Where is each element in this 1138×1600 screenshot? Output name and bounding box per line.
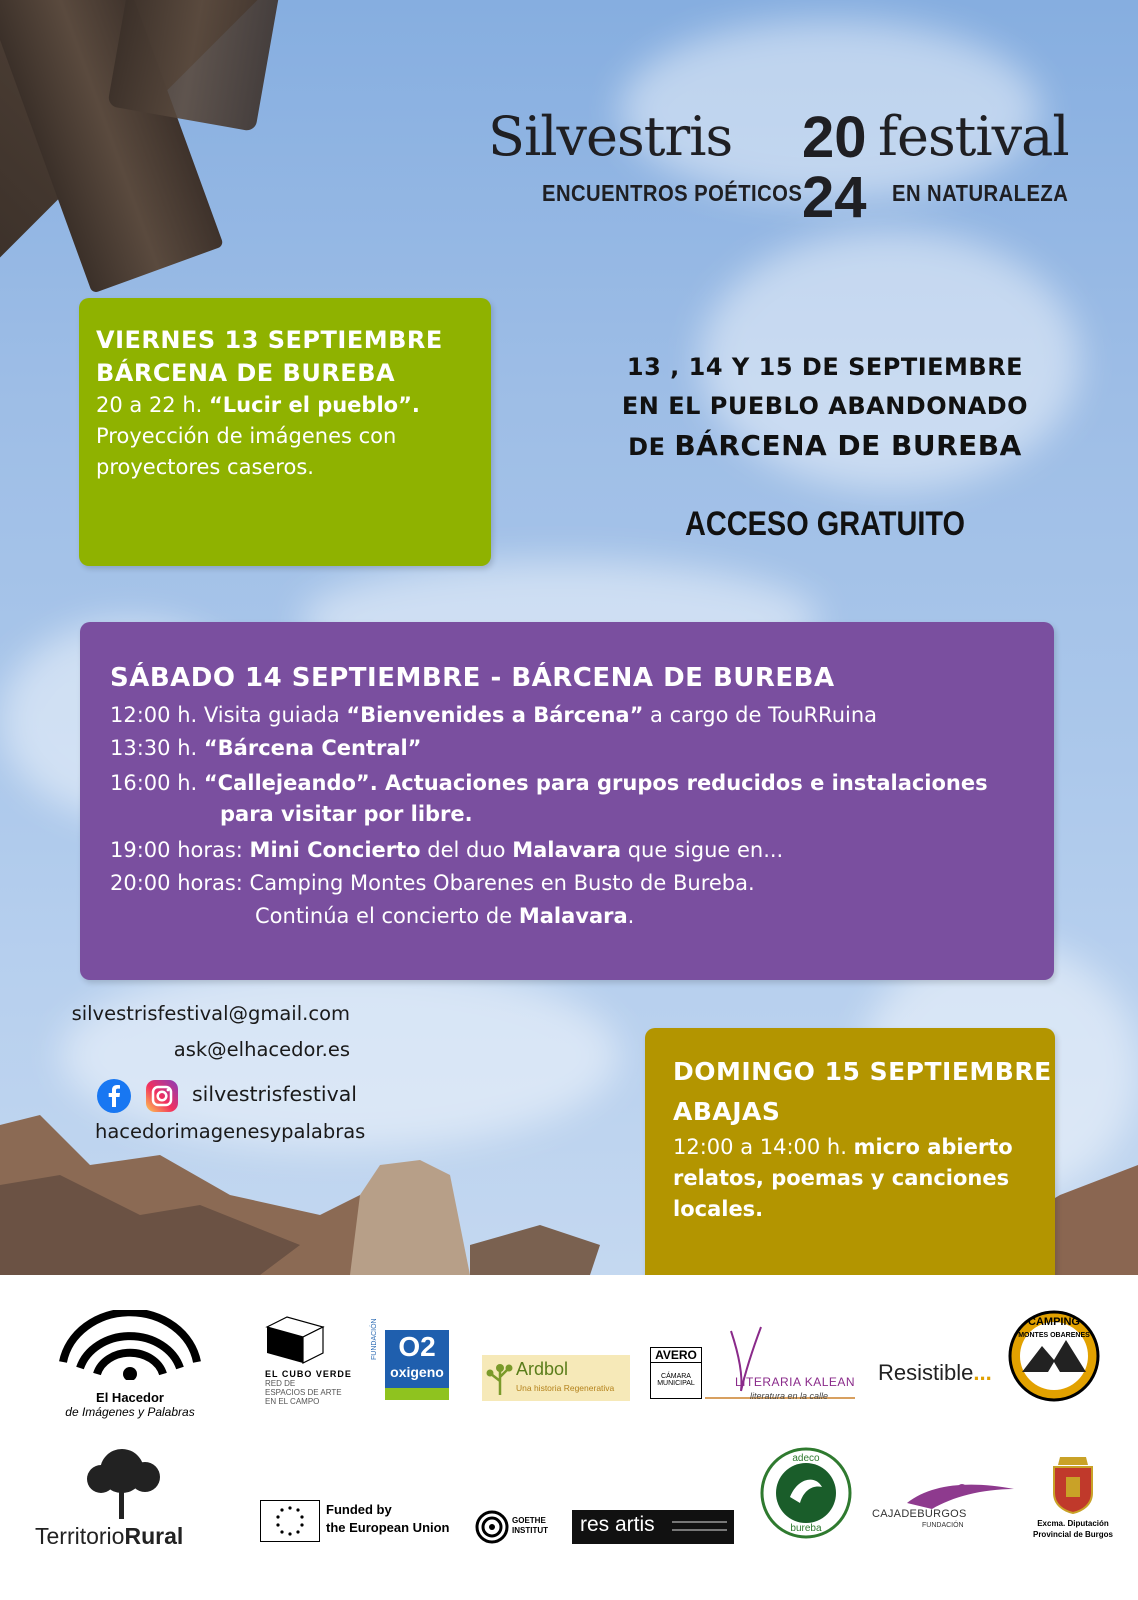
title-silvestris: Silvestris bbox=[488, 105, 733, 168]
cubo-title: EL CUBO VERDE bbox=[265, 1369, 352, 1379]
sat-r6-bold: Malavara bbox=[518, 904, 628, 928]
avero-sub-1: CÁMARA bbox=[661, 1373, 691, 1380]
sat-r3-continued: para visitar por libre. bbox=[220, 802, 473, 826]
friday-box bbox=[79, 298, 491, 566]
sat-r4-bold2: Malavara bbox=[512, 838, 622, 862]
resistible-dots: ... bbox=[973, 1360, 992, 1385]
res-artis-logo bbox=[572, 1510, 734, 1544]
cubo-line-3: ESPACIOS DE ARTE bbox=[265, 1388, 342, 1397]
sat-r6-text: Continúa el concierto de bbox=[255, 904, 519, 928]
social-handle[interactable]: silvestrisfestival bbox=[192, 1082, 357, 1106]
camping-subtitle: MONTES OBARENES bbox=[1018, 1332, 1090, 1339]
kalean-subtitle: literatura en la calle bbox=[750, 1391, 829, 1401]
sat-r2-time: 13:30 h. bbox=[110, 736, 204, 760]
resistible-logo bbox=[878, 1360, 992, 1390]
sunday-heading-place: ABAJAS bbox=[673, 1097, 781, 1126]
hacedor-subtitle: de Imágenes y Palabras bbox=[65, 1405, 195, 1419]
friday-description-2: proyectores caseros. bbox=[96, 455, 314, 479]
diputacion-line-1: Excma. Diputación bbox=[1037, 1519, 1109, 1528]
friday-description: Proyección de imágenes con bbox=[96, 424, 397, 448]
festival-title bbox=[488, 105, 1110, 245]
sunday-description-2: locales. bbox=[673, 1197, 764, 1221]
eu-funded-logo bbox=[260, 1500, 460, 1545]
location-prefix: DE bbox=[628, 433, 675, 461]
caja-name: CAJADEBURGOS bbox=[872, 1508, 967, 1520]
resistible-name: Resistible bbox=[878, 1360, 974, 1385]
kalean-name: LITERARIA KALEAN bbox=[735, 1375, 856, 1389]
title-right-subtitle: EN NATURALEZA bbox=[892, 180, 1069, 206]
sat-r1-rest: a cargo de TouRRuina bbox=[643, 703, 878, 727]
diputacion-logo bbox=[1028, 1453, 1118, 1553]
territorio-word: Territorio bbox=[35, 1523, 125, 1549]
oxigeno-mark: O2 bbox=[398, 1331, 436, 1362]
sunday-description: relatos, poemas y canciones bbox=[673, 1166, 1010, 1190]
tree-icon bbox=[75, 1445, 170, 1520]
goethe-logo bbox=[475, 1510, 555, 1550]
cubo-line-2: RED DE bbox=[265, 1379, 296, 1388]
diputacion-line-2: Provincial de Burgos bbox=[1032, 1530, 1114, 1539]
dates-line: 13 , 14 Y 15 DE SEPTIEMBRE bbox=[626, 353, 1024, 381]
title-year-bottom: 24 bbox=[802, 165, 867, 230]
sprout-icon bbox=[486, 1359, 514, 1397]
caja-subtitle: FUNDACIÓN bbox=[922, 1522, 964, 1529]
goethe-circle-icon bbox=[475, 1510, 509, 1544]
festival-dates-info bbox=[600, 348, 1050, 467]
territorio-rural-logo bbox=[35, 1445, 210, 1555]
caja-burgos-logo bbox=[872, 1475, 1022, 1535]
literaria-kalean-logo bbox=[705, 1325, 860, 1405]
oxigeno-name: oxigeno bbox=[390, 1364, 444, 1380]
eu-line-1: Funded by bbox=[326, 1502, 392, 1517]
camping-logo bbox=[1008, 1310, 1100, 1402]
free-access: ACCESO GRATUITO bbox=[685, 505, 965, 543]
ardbol-subtitle: Una historia Regenerativa bbox=[516, 1383, 615, 1393]
sat-r4-mid: del duo bbox=[420, 838, 513, 862]
sunday-heading-day: DOMINGO 15 SEPTIEMBRE bbox=[673, 1057, 1052, 1086]
res-artis-name: res artis bbox=[580, 1513, 655, 1536]
avero-sub-2: MUNICIPAL bbox=[657, 1380, 695, 1387]
sat-r4-bold1: Mini Concierto bbox=[249, 838, 421, 862]
rural-word: Rural bbox=[124, 1523, 184, 1549]
oxigeno-logo bbox=[371, 1318, 450, 1402]
goethe-line-2: INSTITUT bbox=[512, 1526, 548, 1535]
adeco-bottom-text: bureba bbox=[790, 1523, 822, 1534]
title-left-subtitle: ENCUENTROS POÉTICOS bbox=[542, 180, 803, 206]
contact-email-2[interactable]: ask@elhacedor.es bbox=[173, 1038, 350, 1061]
friday-event-title: “Lucir el pueblo”. bbox=[209, 393, 420, 417]
hacedor-logo bbox=[55, 1310, 205, 1420]
friday-heading-day: VIERNES 13 SEPTIEMBRE bbox=[96, 326, 443, 354]
avero-logo bbox=[650, 1347, 702, 1399]
contact-email-1[interactable]: silvestrisfestival@gmail.com bbox=[71, 1002, 350, 1025]
friday-time: 20 a 22 h. bbox=[96, 393, 209, 417]
title-festival: festival bbox=[878, 105, 1069, 168]
location-place: BÁRCENA DE BUREBA bbox=[674, 429, 1022, 462]
instagram-icon[interactable] bbox=[145, 1079, 179, 1118]
eu-flag-icon bbox=[260, 1500, 320, 1542]
hacedor-arcs-icon bbox=[55, 1310, 205, 1380]
facebook-icon[interactable] bbox=[97, 1079, 131, 1118]
title-year-top: 20 bbox=[802, 105, 867, 170]
hacedor-name: El Hacedor bbox=[96, 1390, 164, 1405]
avero-name: AVERO bbox=[651, 1348, 701, 1363]
sat-r3-time: 16:00 h. bbox=[110, 771, 204, 795]
sat-r1-title: “Bienvenides a Bárcena” bbox=[346, 703, 644, 727]
location-line: EN EL PUEBLO ABANDONADO bbox=[621, 392, 1029, 420]
sponsors-footer bbox=[0, 1275, 1138, 1600]
saturday-heading: SÁBADO 14 SEPTIEMBRE - BÁRCENA DE BUREBA bbox=[110, 663, 835, 693]
friday-heading-place: BÁRCENA DE BUREBA bbox=[96, 359, 396, 387]
web-handle[interactable]: hacedorimagenesypalabras bbox=[95, 1120, 366, 1143]
sat-r3-title: “Callejeando”. Actuaciones para grupos reducidos e instalaciones bbox=[203, 771, 988, 795]
ardbol-logo bbox=[482, 1355, 630, 1401]
sunday-time: 12:00 a 14:00 h. bbox=[673, 1135, 854, 1159]
adeco-top-text: adeco bbox=[792, 1453, 820, 1464]
sat-r4-time: 19:00 horas: bbox=[110, 838, 250, 862]
sat-r2-title: “Bárcena Central” bbox=[203, 736, 422, 760]
goethe-line-1: GOETHE bbox=[512, 1516, 546, 1525]
sunday-box bbox=[645, 1028, 1055, 1294]
sat-r4-rest: que sigue en... bbox=[621, 838, 784, 862]
sat-r1-time: 12:00 h. Visita guiada bbox=[110, 703, 347, 727]
sunday-event: micro abierto bbox=[853, 1135, 1013, 1159]
oxigeno-side-label: FUNDACIÓN bbox=[371, 1318, 378, 1360]
eu-line-2: the European Union bbox=[326, 1520, 450, 1535]
ardbol-name: Ardbol bbox=[516, 1359, 569, 1379]
coat-of-arms-icon bbox=[1050, 1453, 1096, 1515]
sat-r6-end: . bbox=[627, 904, 635, 928]
cube-icon bbox=[265, 1315, 325, 1365]
saturday-box bbox=[80, 622, 1054, 980]
cubo-verde-logo bbox=[265, 1315, 365, 1415]
camping-title: CAMPING bbox=[1028, 1316, 1080, 1328]
sat-r5-time: 20:00 horas: bbox=[110, 871, 250, 895]
sat-r5-text: Camping Montes Obarenes en Busto de Bureba. bbox=[249, 871, 755, 895]
cubo-line-4: EN EL CAMPO bbox=[265, 1397, 320, 1406]
adeco-bureba-logo bbox=[760, 1447, 852, 1539]
